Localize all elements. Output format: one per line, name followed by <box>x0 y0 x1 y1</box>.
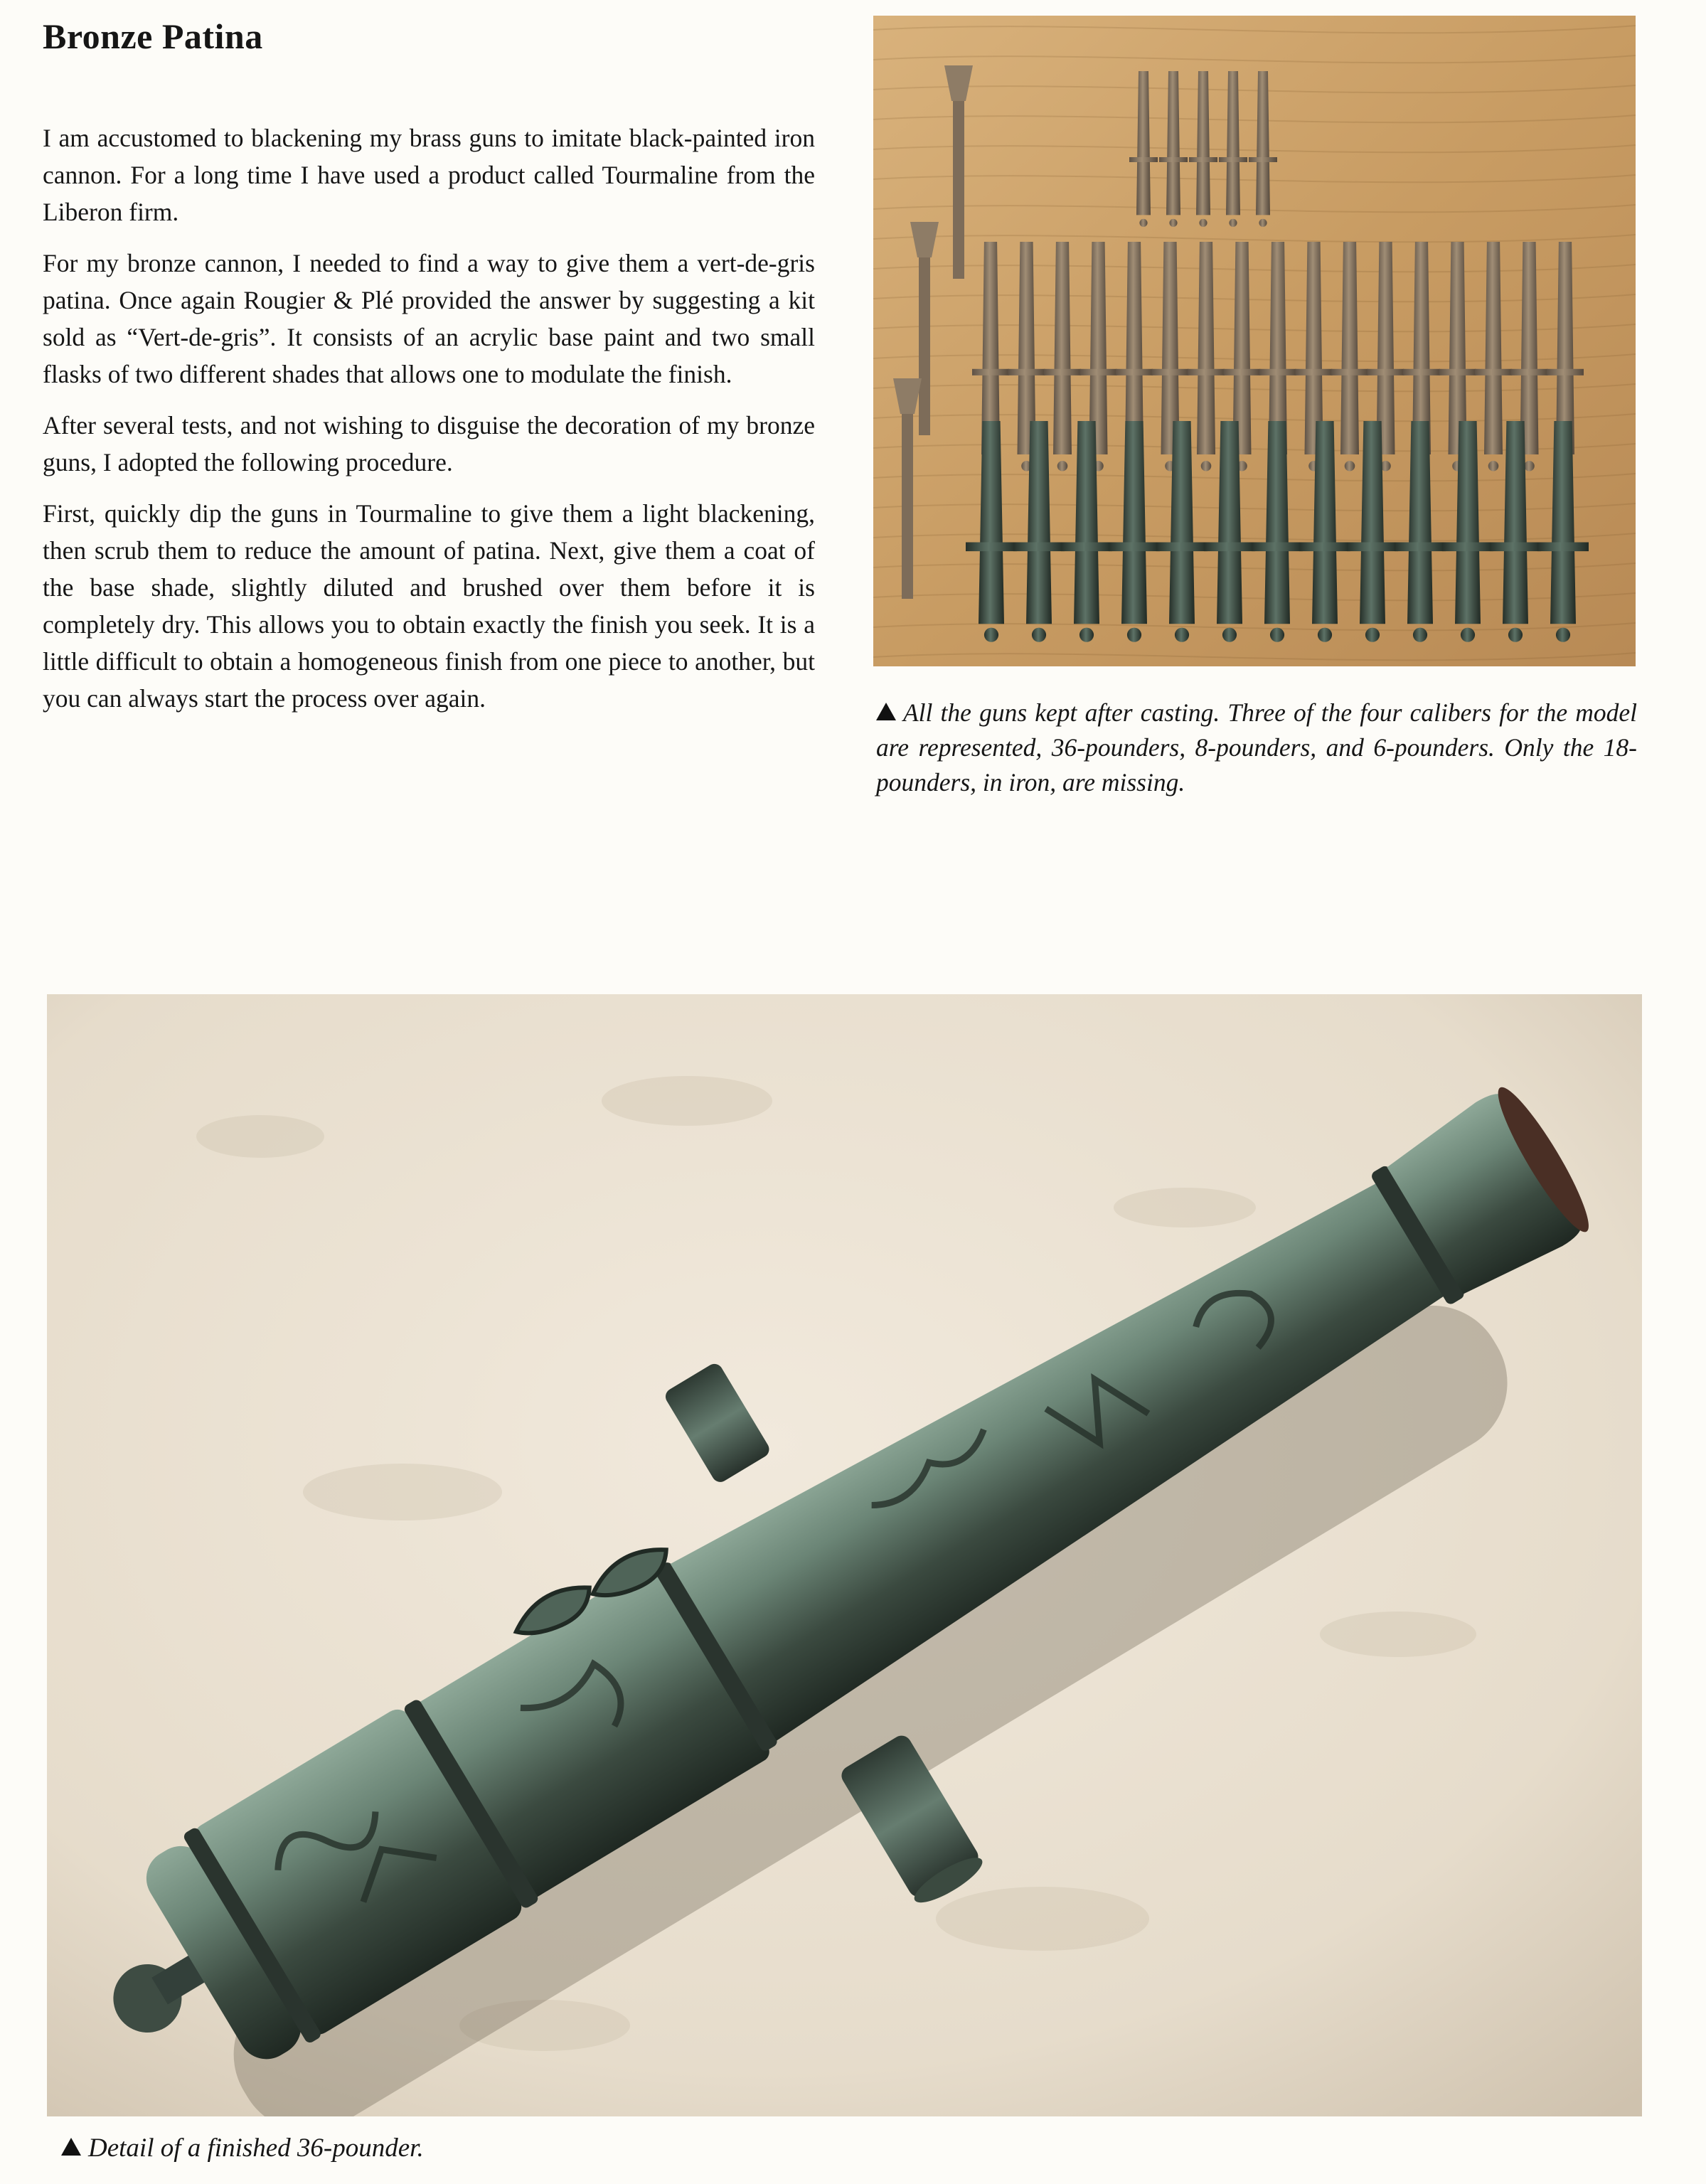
paragraph: I am accustomed to blackening my brass guns to imitate black-painted iron cannon. For a long time I have used a product called Tourmaline from the Liberon firm. <box>43 124 815 226</box>
top-photo-caption <box>876 696 1637 800</box>
guns-after-casting-photo <box>873 16 1636 666</box>
triangle-marker-icon <box>61 2138 81 2156</box>
paragraph: First, quickly dip the guns in Tourmaline to give them a light blackening, then scrub them to reduce the amount of patina. Next, give them a coat of the base shade, slightly diluted and brushed over them before it is completely dry. This allows you to obtain exactly the finish you seek. It is a little difficult to obtain a homogeneous finish from one piece to another, but you can always start the process over again. <box>43 499 815 713</box>
finished-36-pounder-photo <box>47 994 1642 2116</box>
top-photo-caption-text: All the guns kept after casting. Three of the four calibers for the model are represented, 36-pounders, 8-pounders, and 6-pounders. Only the 18-pounders, in iron, are missing. <box>876 698 1637 797</box>
paragraph: After several tests, and not wishing to disguise the decoration of my bronze guns, I adopted the following procedure. <box>43 411 815 476</box>
main-photo-caption <box>61 2131 1057 2166</box>
main-photo-caption-text: Detail of a finished 36-pounder. <box>88 2134 424 2163</box>
paragraph: For my bronze cannon, I needed to find a way to give them a vert-de-gris patina. Once again Rougier & Plé provided the answer by suggesting a kit sold as “Vert-de-gris”. It consists of an acrylic base paint and two small flasks of two different shades that allows one to modulate the finish. <box>43 249 815 388</box>
triangle-marker-icon <box>876 703 896 720</box>
section-heading: Bronze Patina <box>43 16 263 56</box>
article-body <box>43 119 815 731</box>
